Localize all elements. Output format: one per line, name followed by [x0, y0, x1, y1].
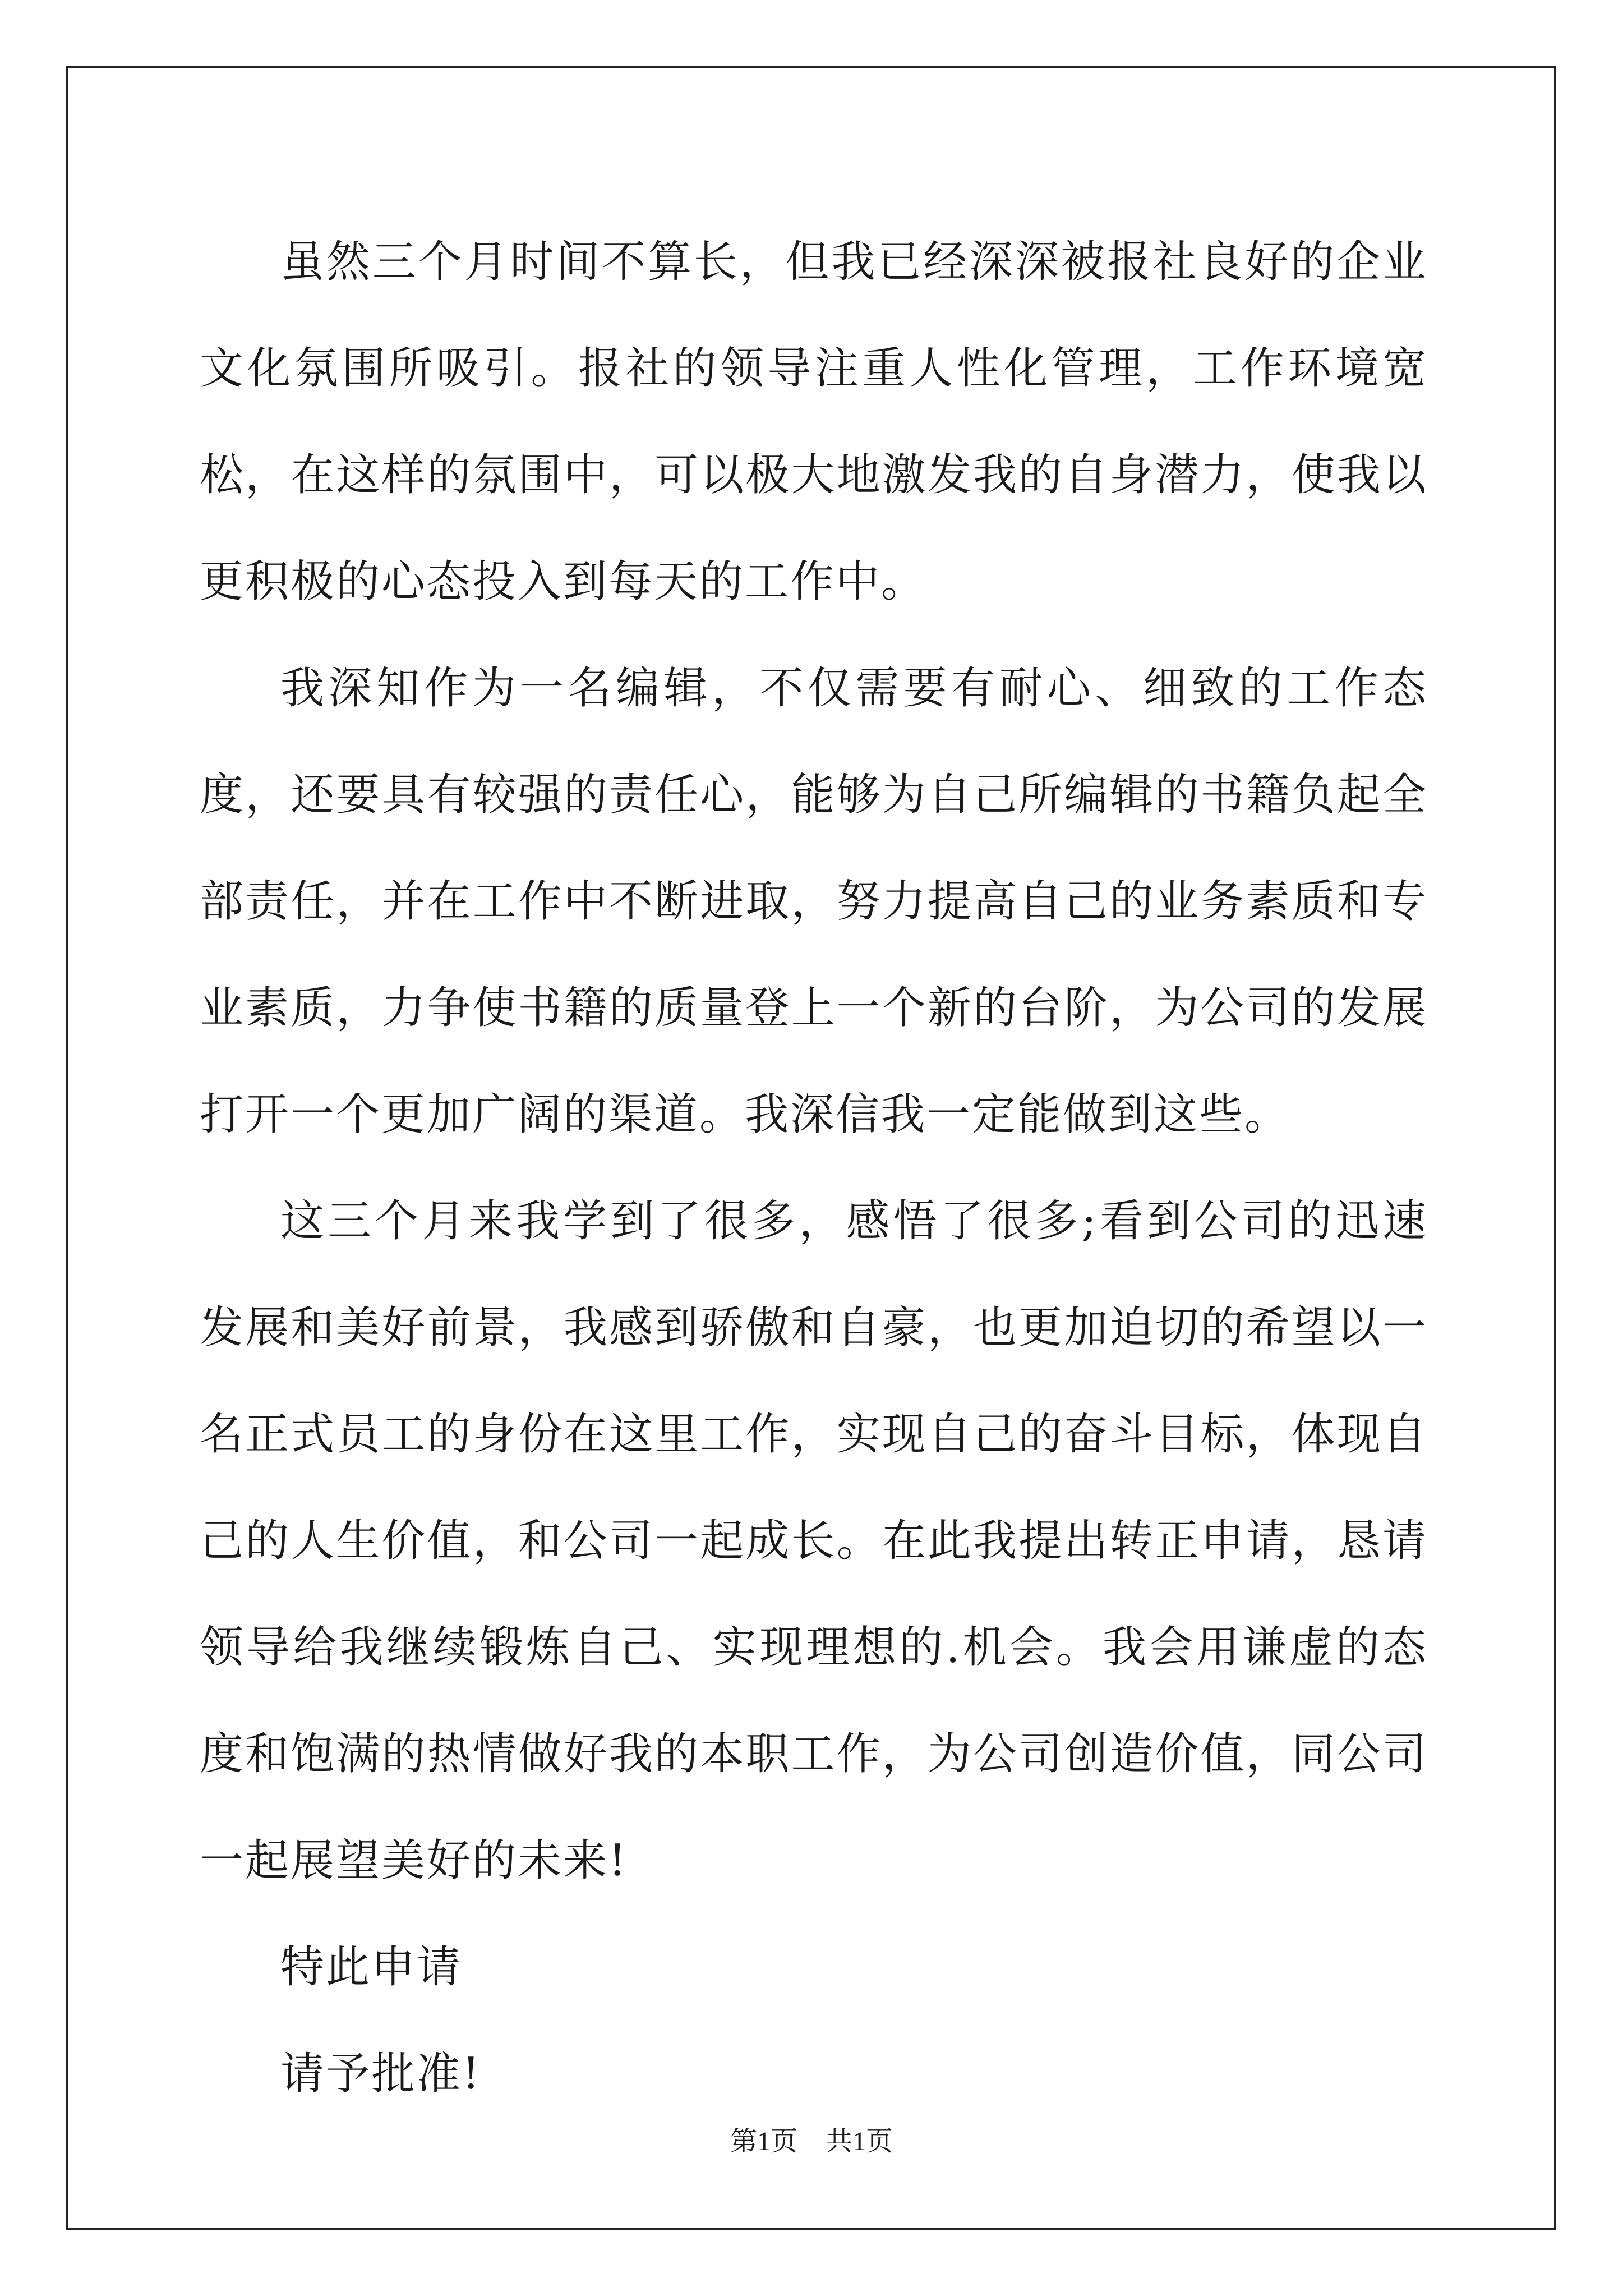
- page-footer: [0, 2119, 1623, 2158]
- closing-approval: 请予批准!: [280, 2049, 482, 2099]
- document-body: [200, 209, 1428, 2127]
- closing-request: 特此申请: [280, 1942, 463, 1993]
- page-total: 共1页: [826, 2127, 893, 2156]
- paragraph-1: 虽然三个月时间不算长，但我已经深深被报社良好的企业文化氛围所吸引。报社的领导注重人性化管理，工作环境宽松，在这样的氛围中，可以极大地激发我的自身潜力，使我以更积极的心态投入到每天的工作中。: [200, 237, 1428, 607]
- paragraph-2: 我深知作为一名编辑，不仅需要有耐心、细致的工作态度，还要具有较强的责任心，能够为自己所编辑的书籍负起全部责任，并在工作中不断进取，努力提高自己的业务素质和专业素质，力争使书籍的质量登上一个新的台阶，为公司的发展打开一个更加广阔的渠道。我深信我一定能做到这些。: [200, 663, 1428, 1140]
- paragraph-3: 这三个月来我学到了很多，感悟了很多;看到公司的迅速发展和美好前景，我感到骄傲和自豪，也更加迫切的希望以一名正式员工的身份在这里工作，实现自己的奋斗目标，体现自己的人生价值，和公司一起成长。在此我提出转正申请，恳请领导给我继续锻炼自己、实现理想的.机会。我会用谦虚的态度和饱满的热情做好我的本职工作，为公司创造价值，同公司一起展望美好的未来!: [200, 1196, 1428, 1886]
- page-number: 第1页: [730, 2127, 797, 2156]
